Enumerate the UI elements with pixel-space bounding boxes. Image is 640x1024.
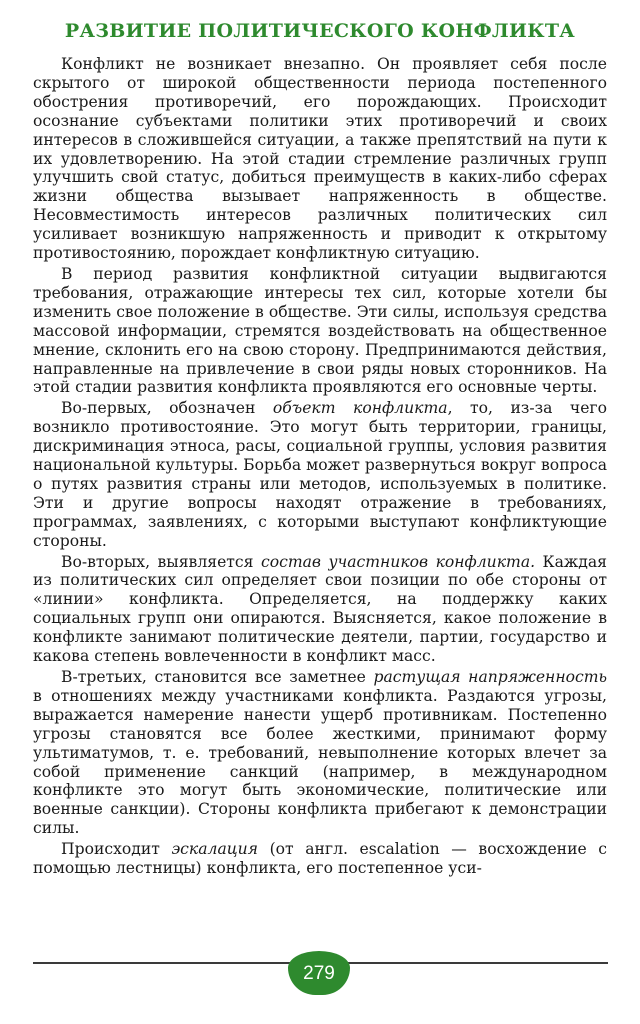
- term-tension: растущая напряженность: [373, 668, 607, 686]
- section-title: РАЗВИТИЕ ПОЛИТИЧЕСКОГО КОНФЛИКТА: [64, 20, 576, 42]
- page-number: 279: [303, 963, 335, 984]
- term-participants: состав участников конфликта.: [260, 552, 536, 571]
- body-text: [33, 55, 607, 880]
- term-conflict-object: объект конфликта: [272, 399, 448, 418]
- paragraph-5: В-третьих, становится все заметнее растущая напряженность в отношениях между участниками конфликта. Раздаются угрозы, выражается намерение нанести ущерб противникам. Постепенно угрозы становятся все более жесткими, принимают форму ультиматумов, т. е. требований, невыполнение которых влечет за собой применение санкций (например, в международном конфликте это могут быть экономические, политические или военные санкции). Стороны конфликта прибегают к демонстрации силы.: [33, 668, 607, 838]
- term-escalation: эскалация: [171, 840, 259, 859]
- paragraph-6: Происходит эскалация (от англ. escalation — восхождение с помощью лестницы) конфликта, его постепенное уси-: [33, 840, 607, 878]
- paragraph-3: Во-первых, обозначен объект конфликта, то, из-за чего возникло противостояние. Это могут быть территории, границы, дискриминация этноса, расы, социальной группы, условия развития национальной культуры. Борьба может развернуться вокруг вопроса о путях развития страны или методов, используемых в политике. Эти и другие вопросы находят отражение в требованиях, программах, заявлениях, с которыми выступают конфликтующие стороны.: [33, 399, 607, 550]
- page-number-badge: [288, 951, 350, 995]
- paragraph-1: Конфликт не возникает внезапно. Он проявляет себя после скрытого от широкой общественности периода постепенного обострения противоречий, его порождающих. Происходит осознание субъектами политики этих противоречий и своих интересов в сложившейся ситуации, а также препятствий на пути к их удовлетворению. На этой стадии стремление различных групп улучшить свой статус, добиться преимуществ в каких-либо сферах жизни общества вызывает напряженность в обществе. Несовместимость интересов различных политических сил усиливает возникшую напряженность и приводит к открытому противостоянию, порождает конфликтную ситуацию.: [33, 55, 607, 263]
- paragraph-4: Во-вторых, выявляется состав участников конфликта. Каждая из политических сил определяет свои позиции по обе стороны от «линии» конфликта. Определяется, на поддержку каких социальных групп они опираются. Выясняется, какое положение в конфликте занимают политические деятели, партии, государство и какова степень вовлеченности в конфликт масс.: [33, 552, 607, 666]
- paragraph-2: В период развития конфликтной ситуации выдвигаются требования, отражающие интересы тех сил, которые хотели бы изменить свое положение в обществе. Эти силы, используя средства массовой информации, стремятся воздействовать на общественное мнение, склонить его на свою сторону. Предпринимаются действия, направленные на привлечение в свои ряды новых сторонников. На этой стадии развития конфликта проявляются его основные черты.: [33, 264, 607, 397]
